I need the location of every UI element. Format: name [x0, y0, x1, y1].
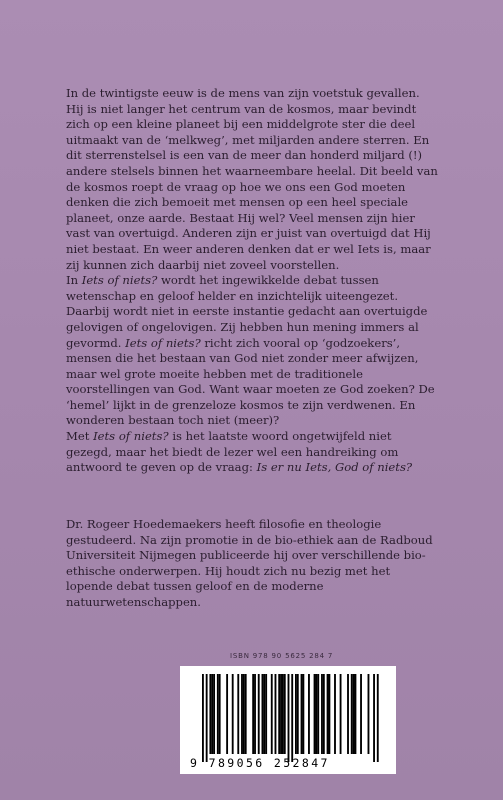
blurb-paragraph: [66, 429, 438, 476]
barcode-bar: [262, 674, 264, 754]
barcode: [180, 666, 396, 774]
barcode-bar: [301, 674, 303, 754]
barcode-bar: [245, 674, 247, 754]
blurb-segment: is het laatste woord ongetwijfeld niet gezegd, maar het biedt de lezer wel een handreiking om antwoord te geven op de vraag:: [66, 429, 399, 475]
barcode-bar: [360, 674, 362, 754]
barcode-bar: [265, 674, 267, 754]
barcode-bar: [353, 674, 355, 754]
barcode-bar: [327, 674, 329, 754]
barcode-bar: [213, 674, 215, 754]
barcode-bar: [373, 674, 375, 762]
barcode-bar: [226, 674, 228, 754]
author-bio: [66, 517, 438, 611]
barcode-bar: [328, 674, 330, 754]
barcode-bar: [295, 674, 297, 754]
barcode-bar: [243, 674, 245, 754]
barcode-bar: [288, 674, 290, 762]
barcode-bar: [252, 674, 254, 754]
barcode-bar: [258, 674, 260, 754]
barcode-digits: 9 789056 252847: [190, 756, 330, 770]
barcode-bar: [206, 674, 208, 762]
book-title-italic: Iets of niets?: [125, 335, 201, 350]
barcode-bar: [302, 674, 304, 754]
book-title-italic: Is er nu Iets, God of niets?: [256, 460, 413, 475]
barcode-bar: [334, 674, 336, 754]
blurb-paragraph: [66, 86, 438, 273]
barcode-bar: [263, 674, 265, 754]
barcode-bar: [317, 674, 319, 754]
barcode-bar: [237, 674, 239, 754]
blurb-text: [66, 86, 438, 476]
barcode-bar: [291, 674, 293, 762]
barcode-bar: [297, 674, 299, 754]
barcode-bar: [217, 674, 219, 754]
book-title-italic: Iets of niets?: [81, 273, 158, 288]
barcode-bar: [347, 674, 349, 754]
barcode-bar: [282, 674, 284, 754]
barcode-bar: [275, 674, 277, 754]
barcode-bar: [377, 674, 379, 762]
barcode-bar: [280, 674, 282, 754]
blurb-segment: In de twintigste eeuw is de mens van zijn voetstuk gevallen. Hij is niet langer het centrum van de kosmos, maar bevindt zich op een kleine planeet bij een middelgrote ster die deel uitmaakt van de ‘melkweg’, met miljarden andere sterren. En dit sterrenstelsel is een van de meer dan honderd miljard (!) andere stelsels binnen het waarneembare heelal. Dit beeld van de kosmos roept de vraag op hoe we ons een God moeten denken die zich bemoeit met mensen op een heel speciale planeet, onze aarde. Bestaat Hij wel? Veel mensen zijn hier vast van overtuigd. Anderen zijn er juist van overtuigd dat Hij niet bestaat. En weer anderen denken dat er wel Iets is, maar zij kunnen zich daarbij niet zoveel voorstellen.: [66, 86, 438, 272]
barcode-bar: [219, 674, 221, 754]
barcode-bar: [315, 674, 317, 754]
isbn-label: ISBN 978 90 5625 284 7: [230, 652, 334, 660]
barcode-bar: [351, 674, 353, 754]
blurb-segment: richt zich vooral op ‘godzoekers’, mensen die het bestaan van God niet zonder meer afwijzen, maar wel grote moeite hebben met de traditionele voorstellingen van God. Want waar moeten ze God zoeken? De ‘hemel’ lijkt in de grenzeloze kosmos te zijn verdwenen. En wonderen bestaan toch niet (meer)?: [66, 335, 435, 428]
author-bio-paragraph: Dr. Rogeer Hoedemaekers heeft filosofie en theologie gestudeerd. Na zijn promotie in de bio-ethiek aan de Radboud Universiteit Nijmegen publiceerde hij over verschillende bio-ethische onderwerpen. Hij houdt zich nu bezig met het lopende debat tussen geloof en de moderne natuurwetenschappen.: [66, 517, 433, 609]
barcode-bar: [355, 674, 357, 754]
barcode-bar: [241, 674, 243, 754]
barcode-bar: [340, 674, 342, 754]
blurb-segment: In: [66, 273, 82, 288]
barcode-bar: [321, 674, 323, 754]
barcode-bar: [271, 674, 273, 754]
blurb-segment: Met: [66, 429, 94, 444]
barcode-bar: [254, 674, 256, 754]
blurb-segment: wordt het ingewikkelde debat tussen wetenschap en geloof helder en inzichtelijk uiteengezet. Daarbij wordt niet in eerste instantie gedacht aan overtuigde gelovigen of ongelovigen. Zij hebben hun mening immers al gevormd.: [66, 273, 428, 350]
blurb-paragraph: [66, 273, 438, 429]
barcode-bar: [278, 674, 280, 754]
barcode-bar: [284, 674, 286, 754]
barcode-bar: [232, 674, 234, 754]
barcode-bar: [209, 674, 211, 754]
barcode-bar: [308, 674, 310, 754]
barcode-bar: [314, 674, 316, 754]
barcode-bar: [211, 674, 213, 754]
barcode-bar: [323, 674, 325, 754]
barcode-bar: [368, 674, 370, 754]
barcode-bar: [202, 674, 204, 762]
book-title-italic: Iets of niets?: [93, 429, 169, 444]
